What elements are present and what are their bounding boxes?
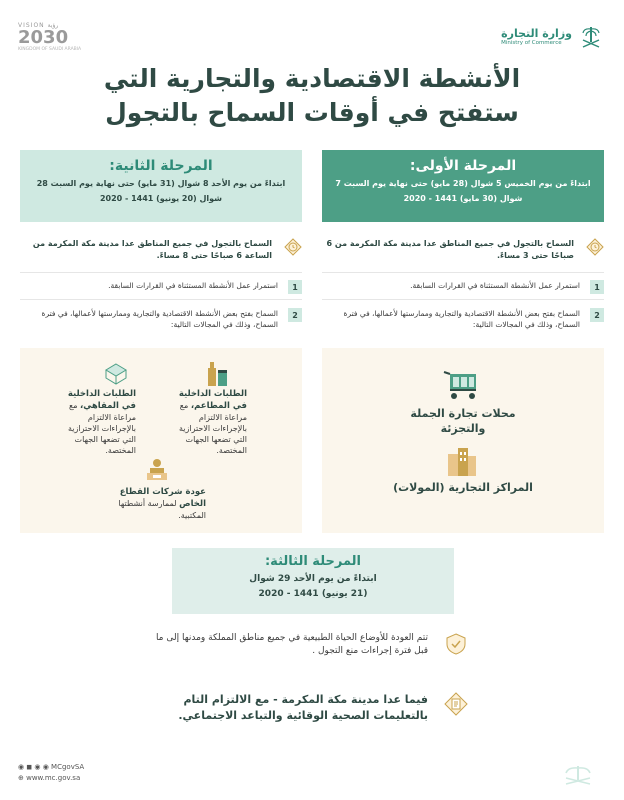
phase1-curfew-text: السماح بالتجول في جميع المناطق عدا مدينة مكة المكرمة من 6 صباحًا حتى 3 مساءً. (326, 239, 574, 260)
divider (322, 272, 604, 273)
phase1-sectors-box (322, 348, 604, 533)
phase3-item-1-text: تتم العودة للأوضاع الحياة الطبيعية في جميع مناطق المملكة ومدنها إلى ما قبل فترة إجراءات منع التجول . (155, 633, 428, 656)
phase2-item-2 (20, 308, 302, 330)
phase3-subtitle-1: ابتداءً من يوم الأحد 29 شوال (249, 574, 377, 584)
ministry-name-ar: وزارة التجارة (501, 26, 572, 40)
shield-icon (444, 632, 468, 656)
sector-restaurants (172, 388, 247, 456)
sector-restaurants-text: مع مراعاة الالتزام بالإجراءات الاحترازية التي تضعها الجهات المختصة. (178, 401, 247, 455)
phase1-item-1-text: استمرار عمل الأنشطة المستثناة في القرارات السابقة. (410, 281, 580, 290)
title-line-2: ستفتح في أوقات السماح بالتجول (105, 98, 519, 127)
sector-private-text: لممارسة أنشطتها المكتبية. (118, 499, 206, 520)
mall-icon (442, 446, 482, 480)
document-icon (444, 692, 468, 716)
phase2-curfew-row (20, 238, 302, 262)
phase3-subtitle-2: (21 يونيو) 1441 - 2020 (258, 589, 368, 599)
phase2-item-1-text: استمرار عمل الأنشطة المستثناة في القرارات السابقة. (108, 281, 278, 290)
sector-cafes-text: مع مراعاة الالتزام بالإجراءات الاحترازية التي تضعها الجهات المختصة. (67, 401, 136, 455)
phase2-title: المرحلة الثانية: (109, 158, 213, 174)
footer (18, 763, 84, 782)
social-handle: MCgovSA (51, 763, 85, 771)
footer-url-text: www.mc.gov.sa (26, 774, 81, 782)
number-badge: 2 (590, 308, 604, 322)
clock-icon (586, 238, 604, 256)
phase3-title: المرحلة الثالثة: (264, 554, 362, 569)
phase3-item-2-text: فيما عدا مدينة مكة المكرمة - مع الالتزام التام بالتعليمات الصحية الوقائية والتباعد الاجتماعي. (178, 693, 428, 722)
page-title (0, 62, 624, 130)
ministry-logo (494, 22, 604, 52)
phase3-header (172, 548, 454, 614)
sector-cafes (56, 388, 136, 456)
phase1-item-2 (322, 308, 604, 330)
cart-icon (432, 370, 492, 404)
coffee-icon (98, 362, 128, 390)
sector-restaurants-bold: الطلبات الداخلية في المطاعم، (178, 389, 247, 411)
office-icon (140, 456, 170, 486)
vision-year: 2030 (18, 27, 69, 48)
seal-watermark-icon (552, 764, 604, 786)
sector-private-bold: عودة شركات القطاع الخاص (119, 487, 206, 509)
phase1-item-2-text: السماح بفتح بعض الأنشطة الاقتصادية والتجارية وممارستها لأعمالها، في فترة السماح، وذلك في المجالات التالية: (343, 309, 580, 329)
phase2-subtitle: ابتداءً من يوم الأحد 8 شوال (31 مايو) حتى نهاية يوم السبت 28 شوال (20 يونيو) 1441 - 2020 (36, 179, 286, 203)
phase2-header (20, 150, 302, 222)
number-badge: 1 (288, 280, 302, 294)
vision-label: VISION رؤية (18, 22, 59, 29)
vision-sub: KINGDOM OF SAUDI ARABIA (18, 47, 82, 52)
number-badge: 2 (288, 308, 302, 322)
phase1-item-1 (322, 280, 604, 294)
social-icons: ◉ ◼ ◉ ◉ (18, 763, 52, 771)
phase1-subtitle: ابتداءً من يوم الخميس 5 شوال (28 مايو) حتى نهاية يوم السبت 7 شوال (30 مايو) 1441 - 2020 (335, 179, 591, 203)
phase2-item-1 (20, 280, 302, 294)
phase2-item-2-text: السماح بفتح بعض الأنشطة الاقتصادية والتجارية وممارستها لأعمالها، في فترة السماح، وذلك في المجالات التالية: (41, 309, 278, 329)
phase3-item-2 (148, 692, 468, 724)
clock-icon (284, 238, 302, 256)
globe-icon: ⊕ (18, 774, 27, 782)
palm-swords-icon (578, 24, 604, 50)
phase2-curfew-text: السماح بالتجول في جميع المناطق عدا مدينة مكة المكرمة من الساعة 6 صباحًا حتى 8 مساءً. (32, 239, 272, 260)
vision-2030-logo (18, 22, 88, 56)
footer-social (18, 763, 84, 771)
divider (322, 299, 604, 300)
ministry-name-en: Ministry of Commerce (501, 40, 562, 47)
phase3-item-1 (148, 632, 468, 658)
phase1-curfew-row (322, 238, 604, 262)
number-badge: 1 (590, 280, 604, 294)
divider (20, 299, 302, 300)
sector-cafes-bold: الطلبات الداخلية في المقاهي، (67, 389, 136, 411)
title-line-1: الأنشطة الاقتصادية والتجارية التي (103, 64, 521, 93)
sector-malls: المراكز التجارية (المولات) (393, 481, 533, 494)
divider (20, 272, 302, 273)
phase1-header (322, 150, 604, 222)
footer-url[interactable] (18, 774, 84, 782)
sector-private-sector (116, 486, 206, 521)
phase1-title: المرحلة الأولى: (409, 158, 517, 174)
sector-wholesale-retail: محلات تجارة الجملة والتجزئة (410, 407, 516, 435)
phase2-sectors-box (20, 348, 302, 533)
